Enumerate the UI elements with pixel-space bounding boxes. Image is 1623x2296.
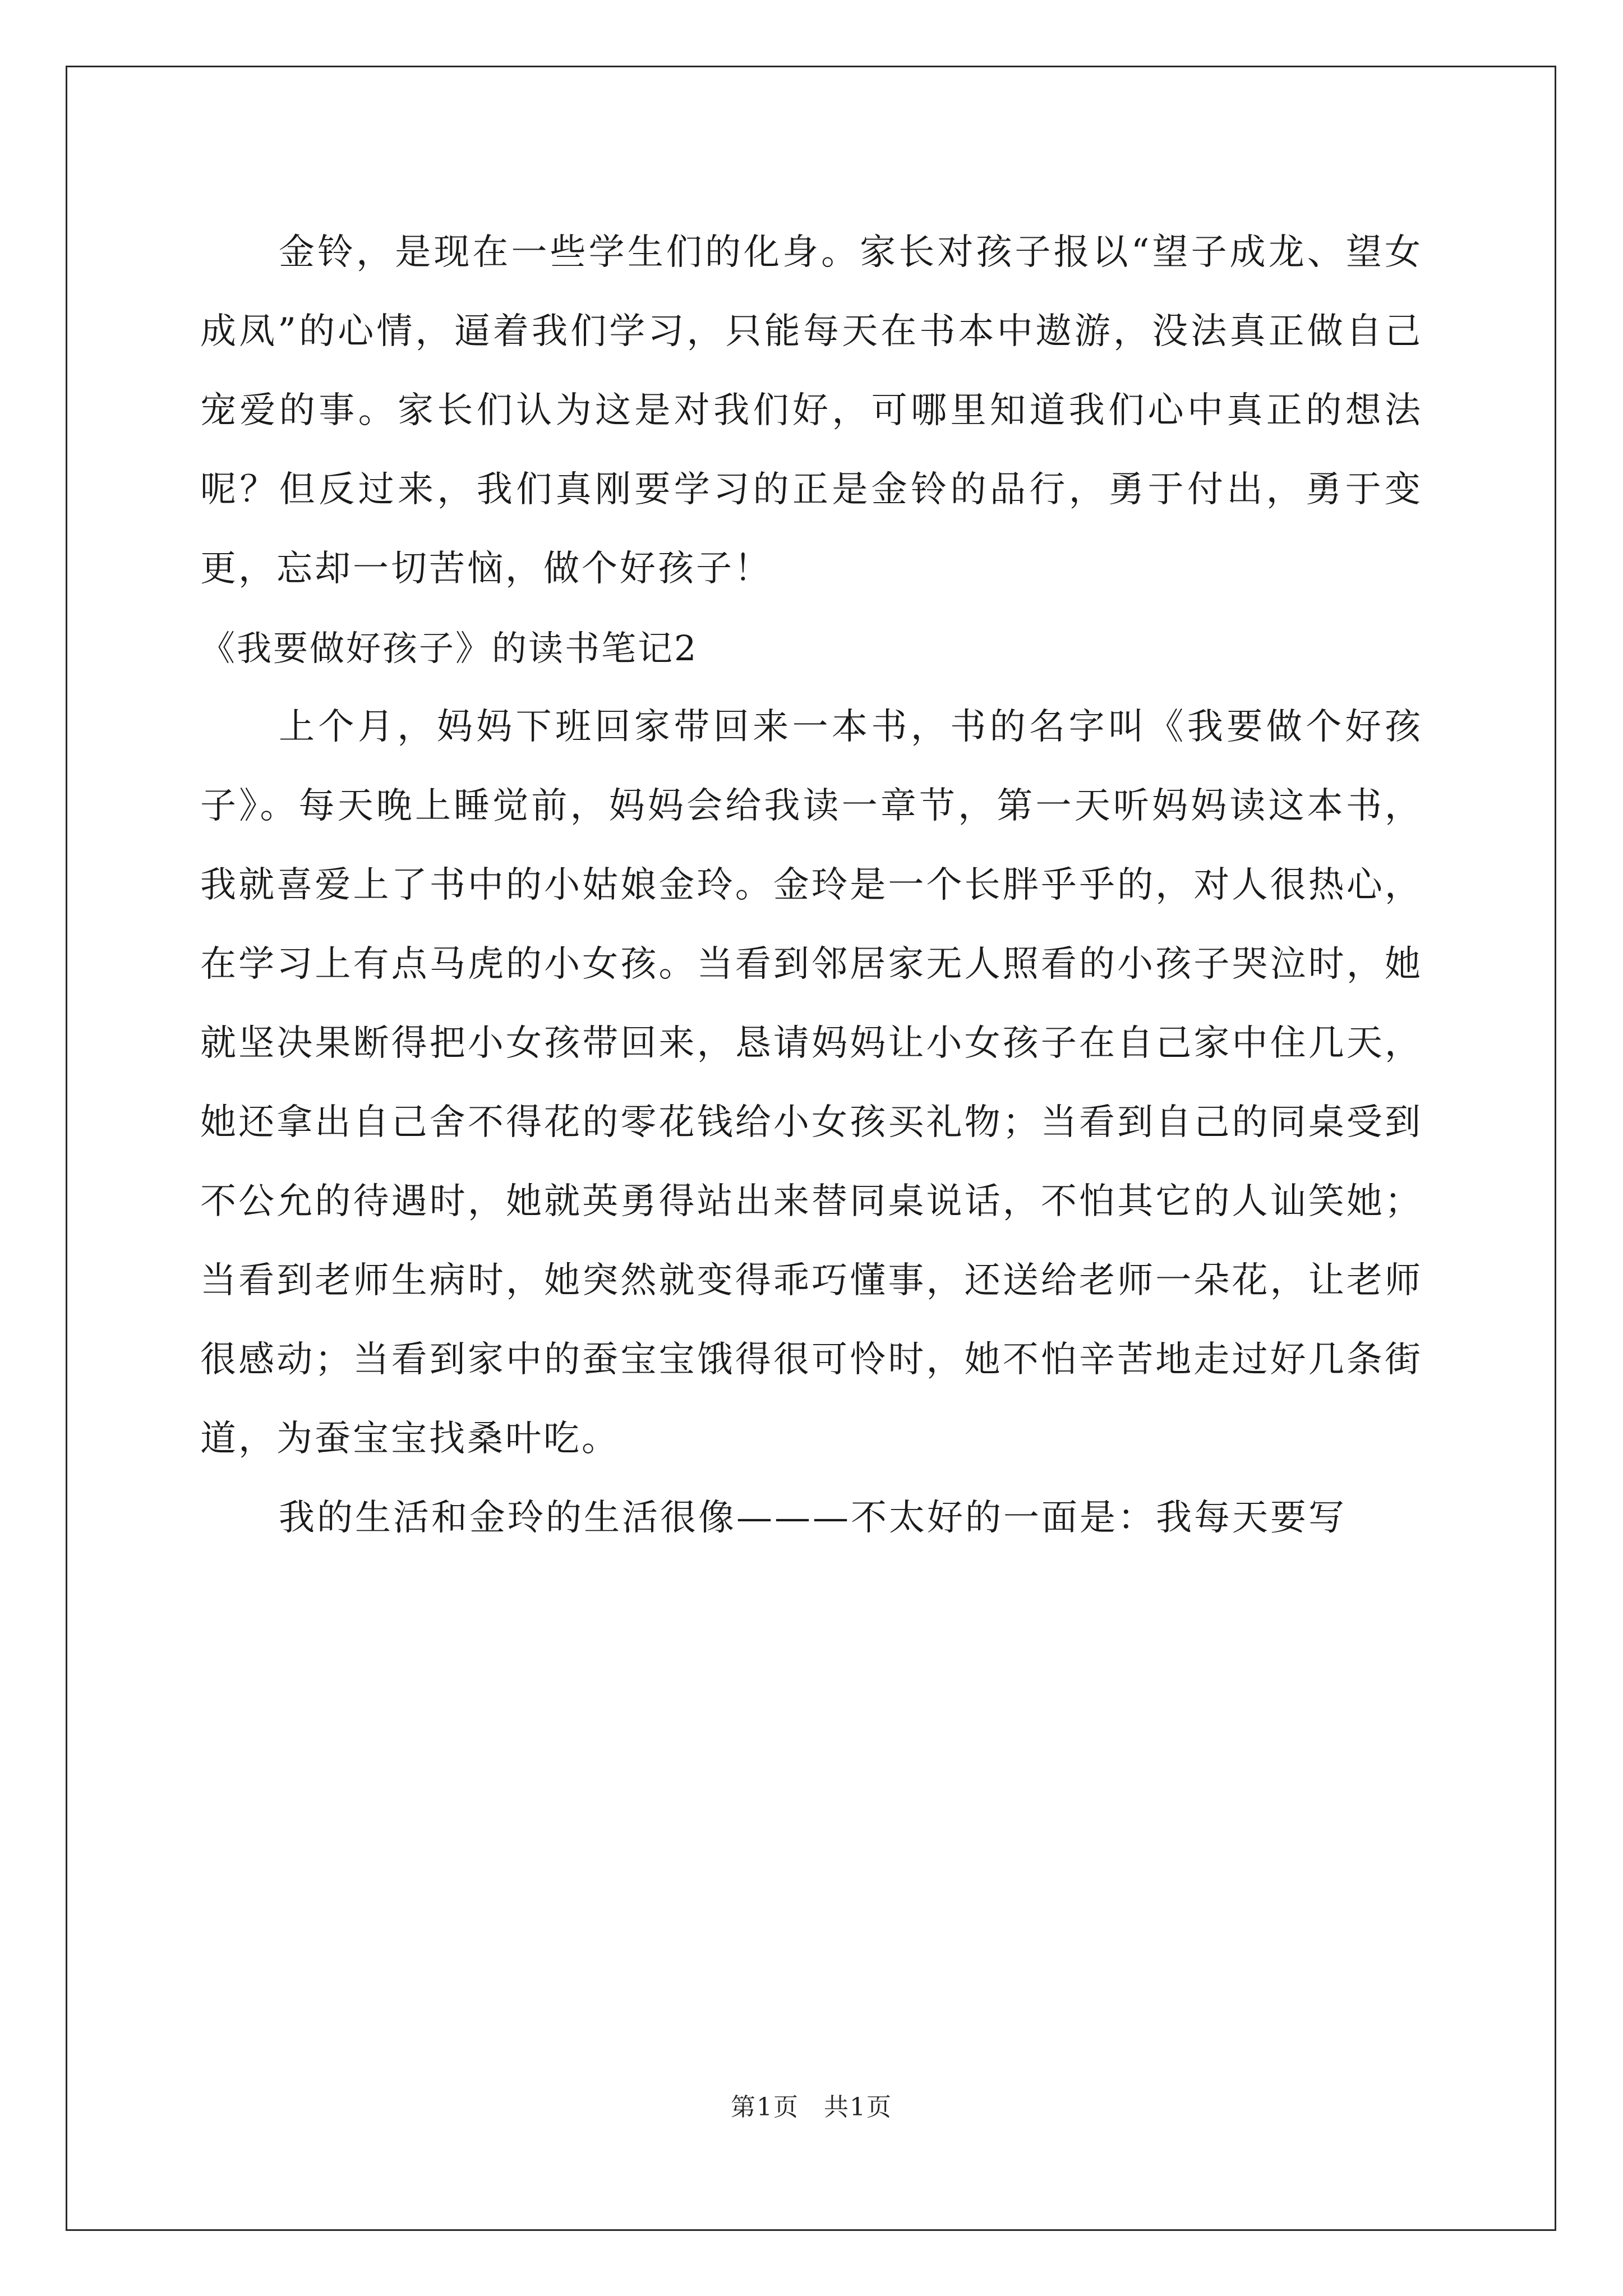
paragraph: 上个月，妈妈下班回家带回来一本书，书的名字叫《我要做个好孩子》。每天晚上睡觉前，妈妈会给我读一章节，第一天听妈妈读这本书，我就喜爱上了书中的小姑娘金玲。金玲是一个长胖乎乎的，对人很热心，在学习上有点马虎的小女孩。当看到邻居家无人照看的小孩子哭泣时，她就坚决果断得把小女孩带回来，恳请妈妈让小女孩子在自己家中住几天，她还拿出自己舍不得花的零花钱给小女孩买礼物；当看到自己的同桌受到不公允的待遇时，她就英勇得站出来替同桌说话，不怕其它的人讪笑她；当看到老师生病时，她突然就变得乖巧懂事，还送给老师一朵花，让老师很感动；当看到家中的蚕宝宝饿得很可怜时，她不怕辛苦地走过好几条街道，为蚕宝宝找桑叶吃。 [200, 706, 1423, 1460]
paragraph: 我的生活和金玲的生活很像———不太好的一面是：我每天要写 [279, 1497, 1347, 1539]
page-footer [0, 2087, 1623, 2123]
document-body [200, 213, 1423, 1558]
page-total: 共1页 [824, 2093, 892, 2122]
section-heading: 《我要做好孩子》的读书笔记2 [200, 628, 698, 669]
page-number: 第1页 [731, 2093, 799, 2122]
paragraph: 金铃，是现在一些学生们的化身。家长对孩子报以“望子成龙、望女成凤”的心情，逼着我们学习，只能每天在书本中遨游，没法真正做自己宠爱的事。家长们认为这是对我们好，可哪里知道我们心中真正的想法呢？但反过来，我们真刚要学习的正是金铃的品行，勇于付出，勇于变更，忘却一切苦恼，做个好孩子！ [200, 232, 1423, 590]
